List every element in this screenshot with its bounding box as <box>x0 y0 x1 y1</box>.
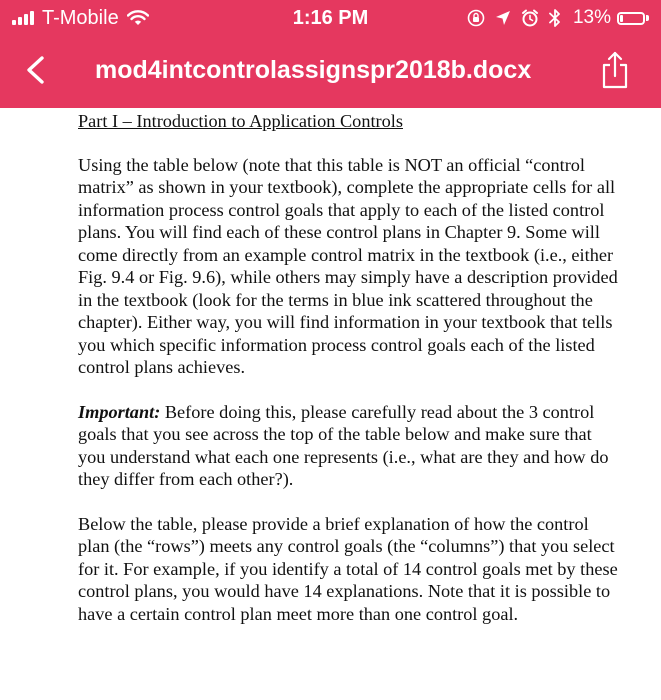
status-bar-right <box>457 5 649 31</box>
app-header <box>0 0 661 108</box>
share-icon <box>599 50 631 90</box>
important-paragraph <box>78 401 618 491</box>
section-heading: Part I – Introduction to Application Controls <box>78 111 403 131</box>
battery-cap <box>646 15 649 21</box>
document-body <box>78 110 618 647</box>
important-label: Important: <box>78 401 161 422</box>
screen-lock-icon <box>467 9 485 27</box>
share-button[interactable] <box>599 50 631 90</box>
battery-icon <box>617 12 645 25</box>
battery-level-fill <box>620 15 623 22</box>
alarm-icon <box>521 9 539 27</box>
location-icon <box>495 10 511 26</box>
instructions-paragraph: Using the table below (note that this table is NOT an official “control matrix” as shown in your textbook), complete the appropriate cells for all information process control goals that apply to each of the listed control plans. You will find each of these control plans in Chapter 9. Some will come directly from an example control matrix in the textbook (i.e., either Fig. 9.4 or Fig. 9.6), while others may simply have a description provided in the textbook (look for the terms in blue ink scattered throughout the chapter). Either way, you will find information in your textbook that tells you which specific information process control goals each of the listed control plans achieves. <box>78 154 618 377</box>
nav-bar <box>0 40 661 102</box>
battery-percent: 13% <box>572 7 611 28</box>
status-bar <box>0 0 661 36</box>
important-text: Before doing this, please carefully read about the 3 control goals that you see across the top of the table below and make sure that you understand what each one represents (i.e., what are they and how do they differ from each other?). <box>78 401 609 489</box>
status-time: 1:16 PM <box>292 7 369 29</box>
chevron-left-icon <box>18 50 54 90</box>
bluetooth-icon <box>549 8 561 28</box>
document-title: mod4intcontrolassignspr2018b.docx <box>95 56 532 84</box>
explanation-paragraph: Below the table, please provide a brief explanation of how the control plan (the “rows”) meets any control goals (the “columns”) that you select for it. For example, if you identify a total of 14 control goals met by these control plans, you would have 14 explanations. Note that it is possible to have a certain control plan meet more than one control goal. <box>78 513 618 624</box>
back-button[interactable] <box>18 50 54 90</box>
carrier-name: T-Mobile <box>42 6 119 29</box>
